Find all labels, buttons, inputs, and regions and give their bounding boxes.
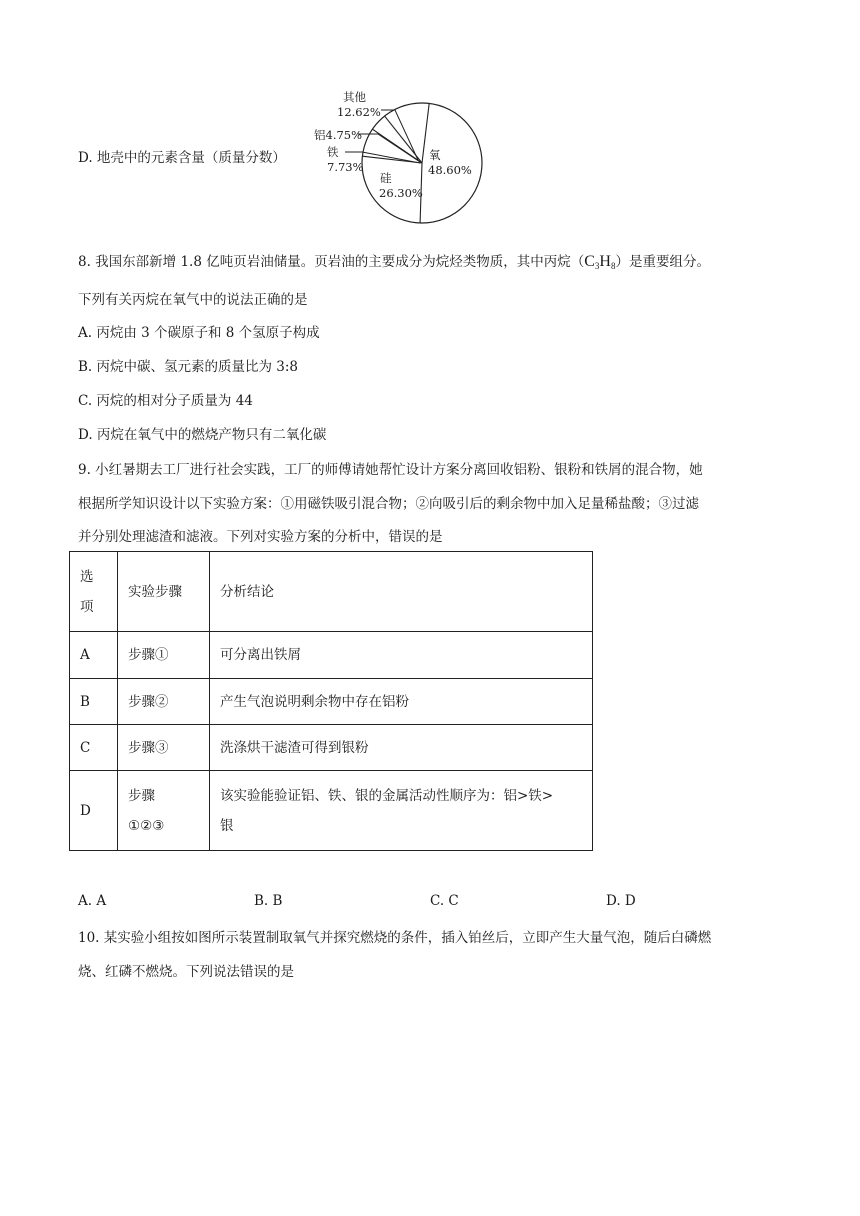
q9-choice-b: B. B bbox=[254, 893, 283, 909]
row-b-option: B bbox=[70, 679, 118, 725]
pie-label-aluminum-name: 铝 bbox=[314, 128, 326, 142]
row-c-conclusion: 洗涤烘干滤渣可得到银粉 bbox=[210, 725, 593, 771]
q9-choice-d: D. D bbox=[606, 893, 636, 909]
row-b-conclusion: 产生气泡说明剩余物中存在铝粉 bbox=[210, 679, 593, 725]
pie-label-oxygen-name: 氧 bbox=[429, 148, 441, 162]
pie-label-iron-name: 铁 bbox=[327, 145, 339, 159]
pie-label-oxygen-value: 48.60% bbox=[428, 163, 472, 177]
pie-label-other-name: 其他 bbox=[343, 90, 366, 104]
row-b-step: 步骤② bbox=[118, 679, 210, 725]
row-c-step: 步骤③ bbox=[118, 725, 210, 771]
header-option: 选 项 bbox=[70, 552, 118, 632]
pie-label-aluminum bbox=[314, 127, 362, 143]
table-row bbox=[70, 632, 593, 679]
table-row bbox=[70, 771, 593, 851]
table-header-row bbox=[70, 552, 593, 632]
q8-option-a: A. 丙烷由 3 个碳原子和 8 个氢原子构成 bbox=[78, 325, 320, 341]
row-d-option: D bbox=[70, 771, 118, 851]
pie-label-other-value: 12.62% bbox=[337, 105, 381, 119]
pie-label-iron-value: 7.73% bbox=[327, 160, 364, 174]
q9-choice-a: A. A bbox=[78, 893, 107, 909]
row-c-option: C bbox=[70, 725, 118, 771]
q10-stem-line1: 10. 某实验小组按如图所示装置制取氧气并探究燃烧的条件，插入铂丝后，立即产生大量气泡，随后白磷燃 bbox=[78, 930, 712, 946]
pie-label-aluminum-value: 4.75% bbox=[325, 128, 363, 142]
pie-label-silicon-name: 硅 bbox=[380, 171, 392, 185]
table-row bbox=[70, 725, 593, 771]
row-d-step: 步骤 ①②③ bbox=[118, 771, 210, 851]
q9-options-table bbox=[69, 551, 593, 851]
row-d-conclusion: 该实验能验证铝、铁、银的金属活动性顺序为：铝>铁> 银 bbox=[210, 771, 593, 851]
row-a-option: A bbox=[70, 632, 118, 679]
pie-label-silicon-value: 26.30% bbox=[379, 186, 423, 200]
q8-option-b: B. 丙烷中碳、氢元素的质量比为 3:8 bbox=[78, 359, 299, 375]
q10-stem-line2: 烧、红磷不燃烧。下列说法错误的是 bbox=[78, 964, 294, 980]
q9-stem-line3: 并分别处理滤渣和滤液。下列对实验方案的分析中，错误的是 bbox=[78, 529, 443, 545]
q9-stem-line1: 9. 小红暑期去工厂进行社会实践，工厂的师傅请她帮忙设计方案分离回收铝粉、银粉和铁屑的混合物，她 bbox=[78, 462, 703, 478]
q8-option-d: D. 丙烷在氧气中的燃烧产物只有二氧化碳 bbox=[78, 427, 327, 443]
row-a-conclusion: 可分离出铁屑 bbox=[210, 632, 593, 679]
table-row bbox=[70, 679, 593, 725]
header-step: 实验步骤 bbox=[118, 552, 210, 632]
q9-stem-line2: 根据所学知识设计以下实验方案：①用磁铁吸引混合物；②向吸引后的剩余物中加入足量稀盐酸；③过滤 bbox=[78, 496, 699, 512]
q8-stem-part1: 8. 我国东部新增 1.8 亿吨页岩油储量。页岩油的主要成分为烷烃类物质，其中丙烷（ bbox=[78, 254, 585, 270]
q8-formula: $C_3H_8$ bbox=[584, 253, 616, 271]
q8-option-c: C. 丙烷的相对分子质量为 44 bbox=[78, 393, 253, 409]
row-a-step: 步骤① bbox=[118, 632, 210, 679]
crust-element-pie-chart bbox=[0, 0, 860, 240]
q7-option-d-label: D. 地壳中的元素含量（质量分数） bbox=[78, 150, 286, 166]
q8-stem-part2: ）是重要组分。 bbox=[615, 254, 710, 270]
q8-stem-line2: 下列有关丙烷在氧气中的说法正确的是 bbox=[78, 292, 308, 308]
q9-choice-c: C. C bbox=[430, 893, 459, 909]
q8-stem-line1 bbox=[78, 252, 710, 276]
header-conclusion: 分析结论 bbox=[210, 552, 593, 632]
